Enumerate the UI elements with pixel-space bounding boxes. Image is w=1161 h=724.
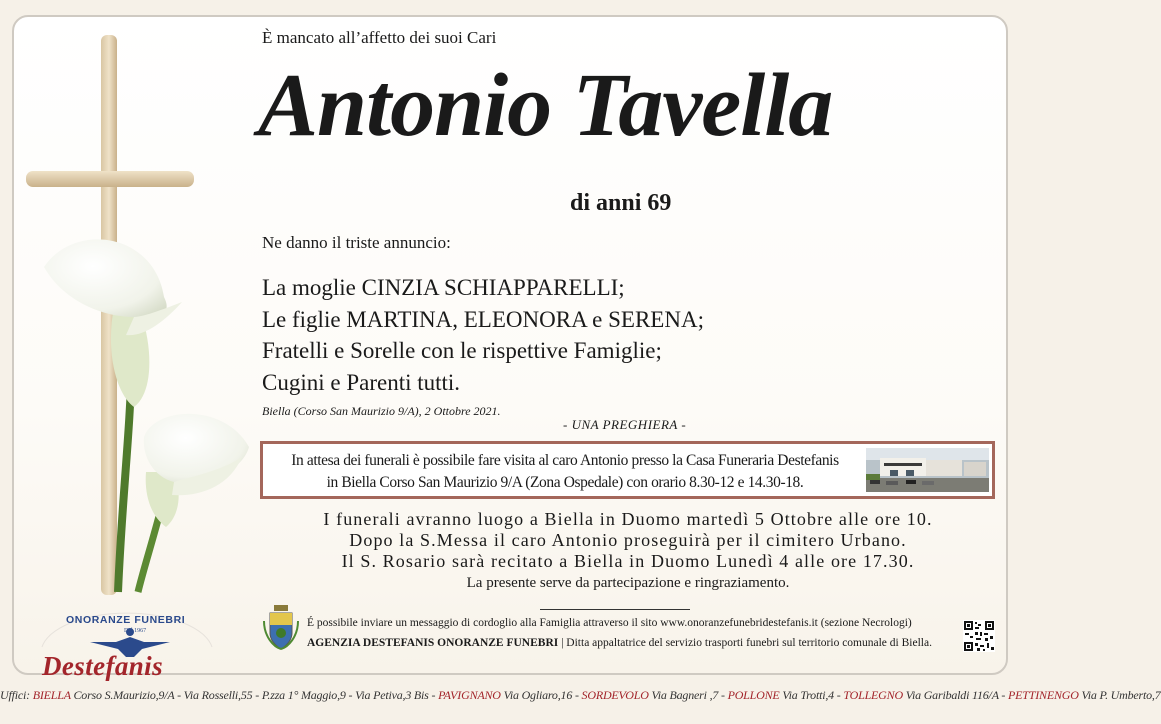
logo-name-text: Destefanis [42,651,163,681]
family-line: La moglie CINZIA SCHIAPPARELLI; [262,275,625,300]
office-town: PAVIGNANO [438,688,501,702]
office-address: Via P. Umberto,7 [1081,688,1161,702]
office-address: Corso S.Maurizio,9/A - Via Rosselli,55 - P.zza 1° Maggio,9 - Via Petiva,3 Bis [73,688,429,702]
visit-line: in Biella Corso San Maurizio 9/A (Zona Ospedale) con orario 8.30-12 e 14.30-18. [326,474,804,491]
office-address: Via Trotti,4 [782,688,834,702]
intro-text: È mancato all’affetto dei suoi Cari [262,28,497,47]
funeral-line: Il S. Rosario sarà recitato a Biella in Duomo Lunedì 4 alle ore 17.30. [341,551,915,571]
prayer-label: - UNA PREGHIERA - [563,417,687,432]
qr-code-icon[interactable] [963,620,995,652]
office-address: Via Garibaldi 116/A [905,688,999,702]
office-address: Via Bagneri ,7 [651,688,719,702]
participation-notice: La presente serve da partecipazione e ringraziamento. [466,575,790,591]
announce-text: Ne danno il triste annuncio: [262,233,451,252]
family-line: Cugini e Parenti tutti. [262,369,461,395]
logo-since-text: Dal 1967 [124,628,147,634]
office-town: BIELLA [32,688,71,702]
city-coat-of-arms-icon [262,603,300,651]
footer-label: Uffici: [0,688,30,702]
deceased-name: Antonio Tavella [258,56,833,155]
family-line: Fratelli e Sorelle con le rispettive Famiglie; [262,338,662,363]
condolence-message: É possibile inviare un messaggio di cordoglio alla Famiglia attraverso il sito www.onoranzefunebridestefanis.it (sezione Necrologi) [307,617,912,629]
destefanis-logo [32,607,222,687]
funeral-home-photo [866,448,989,492]
cross-and-calla-lilies-decoration [14,17,264,607]
office-town: TOLLEGNO [843,688,903,702]
footer-offices: Uffici: BIELLA Corso S.Maurizio,9/A - Via Rosselli,55 - P.zza 1° Maggio,9 - Via Petiva,3 Bis - PAVIGNANO Via Ogliaro,16 - SORDEVOLO Via Bagneri ,7 - POLLONE Via Trotti,4 - TOLLEGNO Via Garibaldi 116/A - PETTINENGO Via P. Umberto,7 [0,688,1161,702]
age-text: di anni 69 [570,190,672,216]
funeral-line: I funerali avranno luogo a Biella in Duomo martedì 5 Ottobre alle ore 10. [323,509,933,529]
family-list [262,272,704,398]
agency-description: | Ditta appaltatrice del servizio trasporti funebri sul territorio comunale di Biella. [558,637,932,649]
funeral-line: Dopo la S.Messa il caro Antonio proseguirà per il cimitero Urbano. [349,530,907,550]
visit-info-box [260,441,995,499]
office-town: PETTINENGO [1008,688,1079,702]
agency-line [307,637,932,649]
divider [540,609,690,610]
logo-top-text: ONORANZE FUNEBRI [66,614,186,626]
visit-line: In attesa dei funerali è possibile fare visita al caro Antonio presso la Casa Funeraria Destefanis [291,452,839,469]
family-line: Le figlie MARTINA, ELEONORA e SERENA; [262,306,704,332]
funeral-details [258,509,998,572]
agency-name: AGENZIA DESTEFANIS ONORANZE FUNEBRI [307,637,559,649]
office-town: POLLONE [727,688,780,702]
office-town: SORDEVOLO [581,688,649,702]
visit-text [269,450,861,494]
place-date: Biella (Corso San Maurizio 9/A), 2 Ottobre 2021. [262,404,501,418]
office-address: Via Ogliaro,16 [503,688,573,702]
